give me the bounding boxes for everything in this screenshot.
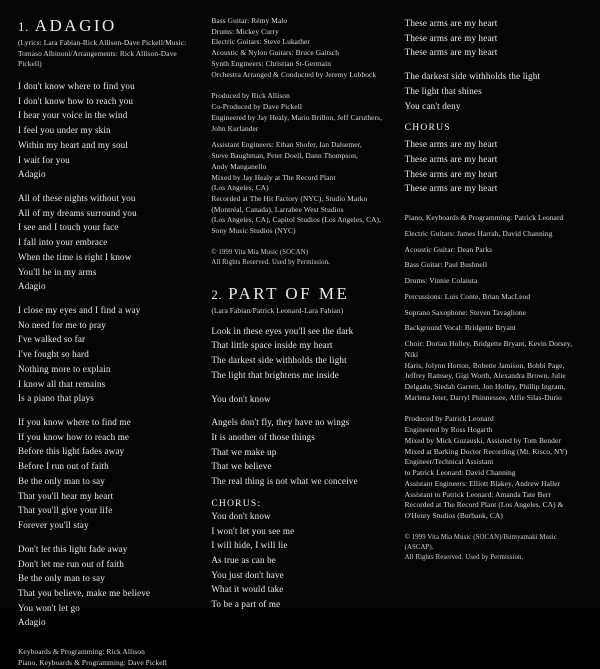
credit-line: Background Vocal: Bridgette Bryant bbox=[404, 323, 516, 333]
production-credit: Assistant Engineers: Elliott Blakey, Andrew Haller bbox=[404, 478, 561, 488]
lyric-line: Before I run out of faith bbox=[18, 461, 109, 472]
lyric-line: The real thing is not what we conceive bbox=[211, 476, 358, 487]
lyric-line: That you'll give your life bbox=[18, 505, 113, 516]
lyric-line: I will hide, I will lie bbox=[211, 540, 288, 551]
track-1-number: 1. bbox=[18, 19, 29, 34]
lyric-line: You can't deny bbox=[404, 100, 461, 111]
credit-line: Electric Guitars: James Harrah, David Channing bbox=[404, 228, 553, 238]
performer-credit: Electric Guitars: Steve Lukather bbox=[211, 37, 310, 47]
track-2-lyrics bbox=[211, 324, 388, 612]
track-1-title: ADAGIO bbox=[34, 16, 117, 35]
track-2-title: PART OF ME bbox=[228, 283, 350, 303]
lyric-line: Within my heart and my soul bbox=[18, 139, 129, 150]
copyright-line: © 1999 Vita Mia Music (SOCAN) bbox=[211, 248, 309, 256]
lyric-line: I wait for you bbox=[18, 154, 70, 165]
lyric-line: That little space inside my heart bbox=[211, 340, 333, 351]
track-1-heading bbox=[18, 16, 195, 36]
credit-line: Soprano Saxophone: Steven Tavaglione bbox=[404, 307, 527, 317]
performer-credit: Synth Engineers: Christian St-Germain bbox=[211, 58, 332, 68]
production-credit: Mixed by Mick Guzauski, Assisted by Tom Bender bbox=[404, 435, 561, 445]
lyric-line: I fall into your embrace bbox=[18, 237, 108, 248]
production-credit: Engineer/Technical Assistant bbox=[404, 457, 494, 467]
lyric-line: These arms are my heart bbox=[404, 183, 498, 194]
production-credit: Sony Music Studios (NYC) bbox=[211, 226, 296, 236]
credit-line: Keyboards & Programming: Rick Allison bbox=[18, 647, 145, 657]
lyric-line: The light that brightens me inside bbox=[211, 369, 339, 380]
track-1-lyrics bbox=[18, 79, 195, 630]
credit-line: Percussions: Luis Conte, Brian MacLeod bbox=[404, 291, 531, 301]
lyric-line: These arms are my heart bbox=[404, 32, 498, 43]
credit-line: Delgado, Siedah Garrett, Jon Holley, Phillip Ingram, bbox=[404, 382, 566, 391]
performer-credit: Acoustic & Nylon Guitars: Bruce Gaitsch bbox=[211, 48, 339, 58]
lyric-line: The light that shines bbox=[404, 85, 482, 96]
lyric-line: All of these nights without you bbox=[18, 192, 136, 203]
lyric-line: I've walked so far bbox=[18, 334, 86, 345]
spacer bbox=[405, 196, 582, 213]
production-credit: Engineered by Jay Healy, Mario Brillon, Jeff Caruthers, bbox=[211, 112, 383, 122]
production-credit: Assistant Engineers: Ethan Shofer, Ian Dalsemer, bbox=[211, 140, 362, 150]
lyric-line: You'll be in my arms bbox=[18, 266, 97, 277]
credit-line: Choir: Dorian Holley, Bridgette Bryant, Kevin Dorsey, Niki bbox=[404, 339, 573, 359]
lyric-line: What it would take bbox=[211, 584, 284, 595]
credit-line: Bass Guitar: Paul Bushnell bbox=[404, 260, 488, 270]
lyric-line: I won't let you see me bbox=[211, 525, 295, 536]
lyric-line: You just don't have bbox=[211, 569, 284, 580]
lyric-line: You don't know bbox=[211, 393, 271, 404]
track-2-number: 2. bbox=[211, 286, 223, 302]
lyric-line: These arms are my heart bbox=[404, 139, 498, 150]
lyric-line: Adagio bbox=[18, 281, 46, 292]
lyric-line: These arms are my heart bbox=[404, 47, 498, 58]
production-credit: Engineered by Ross Hogarth bbox=[404, 425, 493, 435]
production-credit: Andy Manganello bbox=[211, 161, 267, 171]
lyric-line: These arms are my heart bbox=[404, 18, 498, 28]
lyric-line: Be the only man to say bbox=[18, 573, 105, 584]
spacer bbox=[211, 80, 388, 91]
copyright-line: All Rights Reserved. Used by Permission. bbox=[211, 258, 330, 266]
credit-line: Jeffrey Ramsey, Gigi Worth, Alexandra Brown, Julie bbox=[404, 371, 566, 381]
performer-credit: Bass Guitar: Rémy Malo bbox=[211, 16, 288, 25]
lyric-line: Is a piano that plays bbox=[18, 393, 94, 404]
lyric-line: You don't know bbox=[211, 510, 271, 521]
lyric-line: Nothing more to explain bbox=[18, 363, 111, 374]
production-credit: Recorded at The Hit Factory (NYC), Studio Marko bbox=[211, 194, 368, 204]
credit-line: Marlena Jeter, Darryl Phinnessee, Alfie Silas-Durio bbox=[404, 392, 562, 402]
chorus-heading: CHORUS bbox=[404, 122, 451, 134]
production-credit: Mixed at Barking Doctor Recording (Mt. Kisco, NY) bbox=[404, 446, 568, 456]
lyric-line: If you know how to reach me bbox=[18, 431, 130, 442]
lyric-line: I don't know where to find you bbox=[18, 80, 135, 91]
lyric-line: Be the only man to say bbox=[18, 475, 105, 486]
lyric-line: I know all that remains bbox=[18, 378, 106, 389]
credit-line: Drums: Vinnie Colaiuta bbox=[404, 276, 478, 286]
column-right bbox=[397, 16, 590, 599]
lyric-line: When the time is right I know bbox=[18, 251, 132, 262]
column-middle bbox=[203, 16, 396, 610]
performer-credit: Drums: Mickey Curry bbox=[211, 26, 279, 36]
production-credit: O'Henry Studios (Burbank, CA) bbox=[404, 511, 503, 521]
credit-line: Haris, Jolynn Horton, Bobette Jamison, Bobbi Page, bbox=[404, 360, 565, 370]
production-credit: Produced by Rick Allison bbox=[211, 91, 290, 101]
production-credit: (Montréal, Canada), Larrabee West Studios bbox=[211, 204, 344, 214]
track-2-credit-line: (Lara Fabian/Patrick Leonard-Lara Fabian) bbox=[211, 305, 344, 315]
copyright-line: © 1999 Vita Mia Music (SOCAN)/Bumyamaki Music (ASCAP). bbox=[404, 533, 557, 551]
lyric-line: No need for me to pray bbox=[18, 319, 106, 330]
lyric-line: Adagio bbox=[18, 617, 46, 628]
lyric-line: If you know where to find me bbox=[18, 417, 131, 428]
production-credit: (Los Angeles, CA), Capitol Studios (Los Angeles, CA), bbox=[211, 215, 382, 225]
lyric-line: Look in these eyes you'll see the dark bbox=[211, 325, 354, 336]
production-credit: Produced by Patrick Leonard bbox=[404, 414, 494, 424]
lyric-line: The darkest side withholds the light bbox=[404, 71, 541, 82]
lyric-line: To be a part of me bbox=[211, 599, 281, 610]
lyric-line: That you'll hear my heart bbox=[18, 490, 114, 501]
credit-line: Acoustic Guitar: Dean Parks bbox=[404, 244, 493, 254]
spacer bbox=[18, 630, 195, 647]
lyric-line: I've fought so hard bbox=[18, 349, 89, 360]
chorus-heading: CHORUS: bbox=[211, 497, 262, 509]
lyric-line: You won't let go bbox=[18, 602, 80, 613]
lyric-line: Don't let this light fade away bbox=[18, 543, 128, 554]
lyric-line: I close my eyes and I find a way bbox=[18, 305, 141, 316]
performer-credit: Orchestra Arranged & Conducted by Jeremy Lubbock bbox=[211, 69, 377, 79]
lyric-line: I see and I touch your face bbox=[18, 222, 119, 233]
lyric-line: I hear your voice in the wind bbox=[18, 110, 128, 121]
copyright-line: All Rights Reserved. Used by Permission. bbox=[404, 553, 524, 561]
track-2-heading bbox=[211, 284, 388, 304]
lyric-line: That we make up bbox=[211, 446, 277, 457]
production-credit: Assistant to Patrick Leonard: Amanda Tate Berr bbox=[404, 489, 552, 499]
production-credit: to Patrick Leonard: David Channing bbox=[404, 468, 516, 478]
lyric-line: That we believe bbox=[211, 461, 272, 472]
spacer bbox=[211, 237, 388, 248]
lyric-line: It is another of those things bbox=[211, 431, 315, 442]
spacer bbox=[405, 522, 582, 533]
production-credit: Mixed by Jay Healy at The Record Plant bbox=[211, 172, 336, 182]
lyric-line: These arms are my heart bbox=[404, 168, 498, 179]
production-credit: Co-Produced by Dave Pickell bbox=[211, 102, 303, 112]
lyric-line: These arms are my heart bbox=[404, 154, 498, 165]
lyric-line: Forever you'll stay bbox=[18, 520, 89, 531]
lyric-line: Angels don't fly, they have no wings bbox=[211, 417, 350, 428]
spacer bbox=[405, 403, 582, 414]
lyric-line: I don't know how to reach you bbox=[18, 95, 134, 106]
lyric-line: As true as can be bbox=[211, 554, 276, 565]
credit-line: Piano, Keyboards & Programming: Dave Pickell bbox=[18, 657, 167, 667]
credit-line: Piano, Keyboards & Programming: Patrick Leonard bbox=[404, 213, 564, 223]
production-credit: Steve Baughman, Peter Doell, Dann Thompson, bbox=[211, 151, 358, 161]
column-left bbox=[10, 16, 203, 667]
lyric-line: That you believe, make me believe bbox=[18, 587, 151, 598]
production-credit: John Kurlander bbox=[211, 123, 259, 133]
production-credit: Recorded at The Record Plant (Los Angeles, CA) & bbox=[404, 500, 564, 510]
lyric-line: All of my dreams surround you bbox=[18, 207, 137, 218]
production-credit: (Los Angeles, CA) bbox=[211, 183, 269, 193]
track-1-credit-line: Tomaso Albinoni/Arrangements: Rick Allison-Dave Pickell) bbox=[18, 48, 177, 68]
lyric-line: I feel you under my skin bbox=[18, 125, 111, 136]
lyric-line: Before this light fades away bbox=[18, 446, 125, 457]
lyric-line: Don't let me run out of faith bbox=[18, 558, 124, 569]
lyric-line: Adagio bbox=[18, 169, 46, 180]
track-1-credit-line: (Lyrics: Lara Fabian-Rick Allison-Dave Pickell/Music: bbox=[18, 38, 187, 47]
lyric-line: The darkest side withholds the light bbox=[211, 355, 347, 366]
